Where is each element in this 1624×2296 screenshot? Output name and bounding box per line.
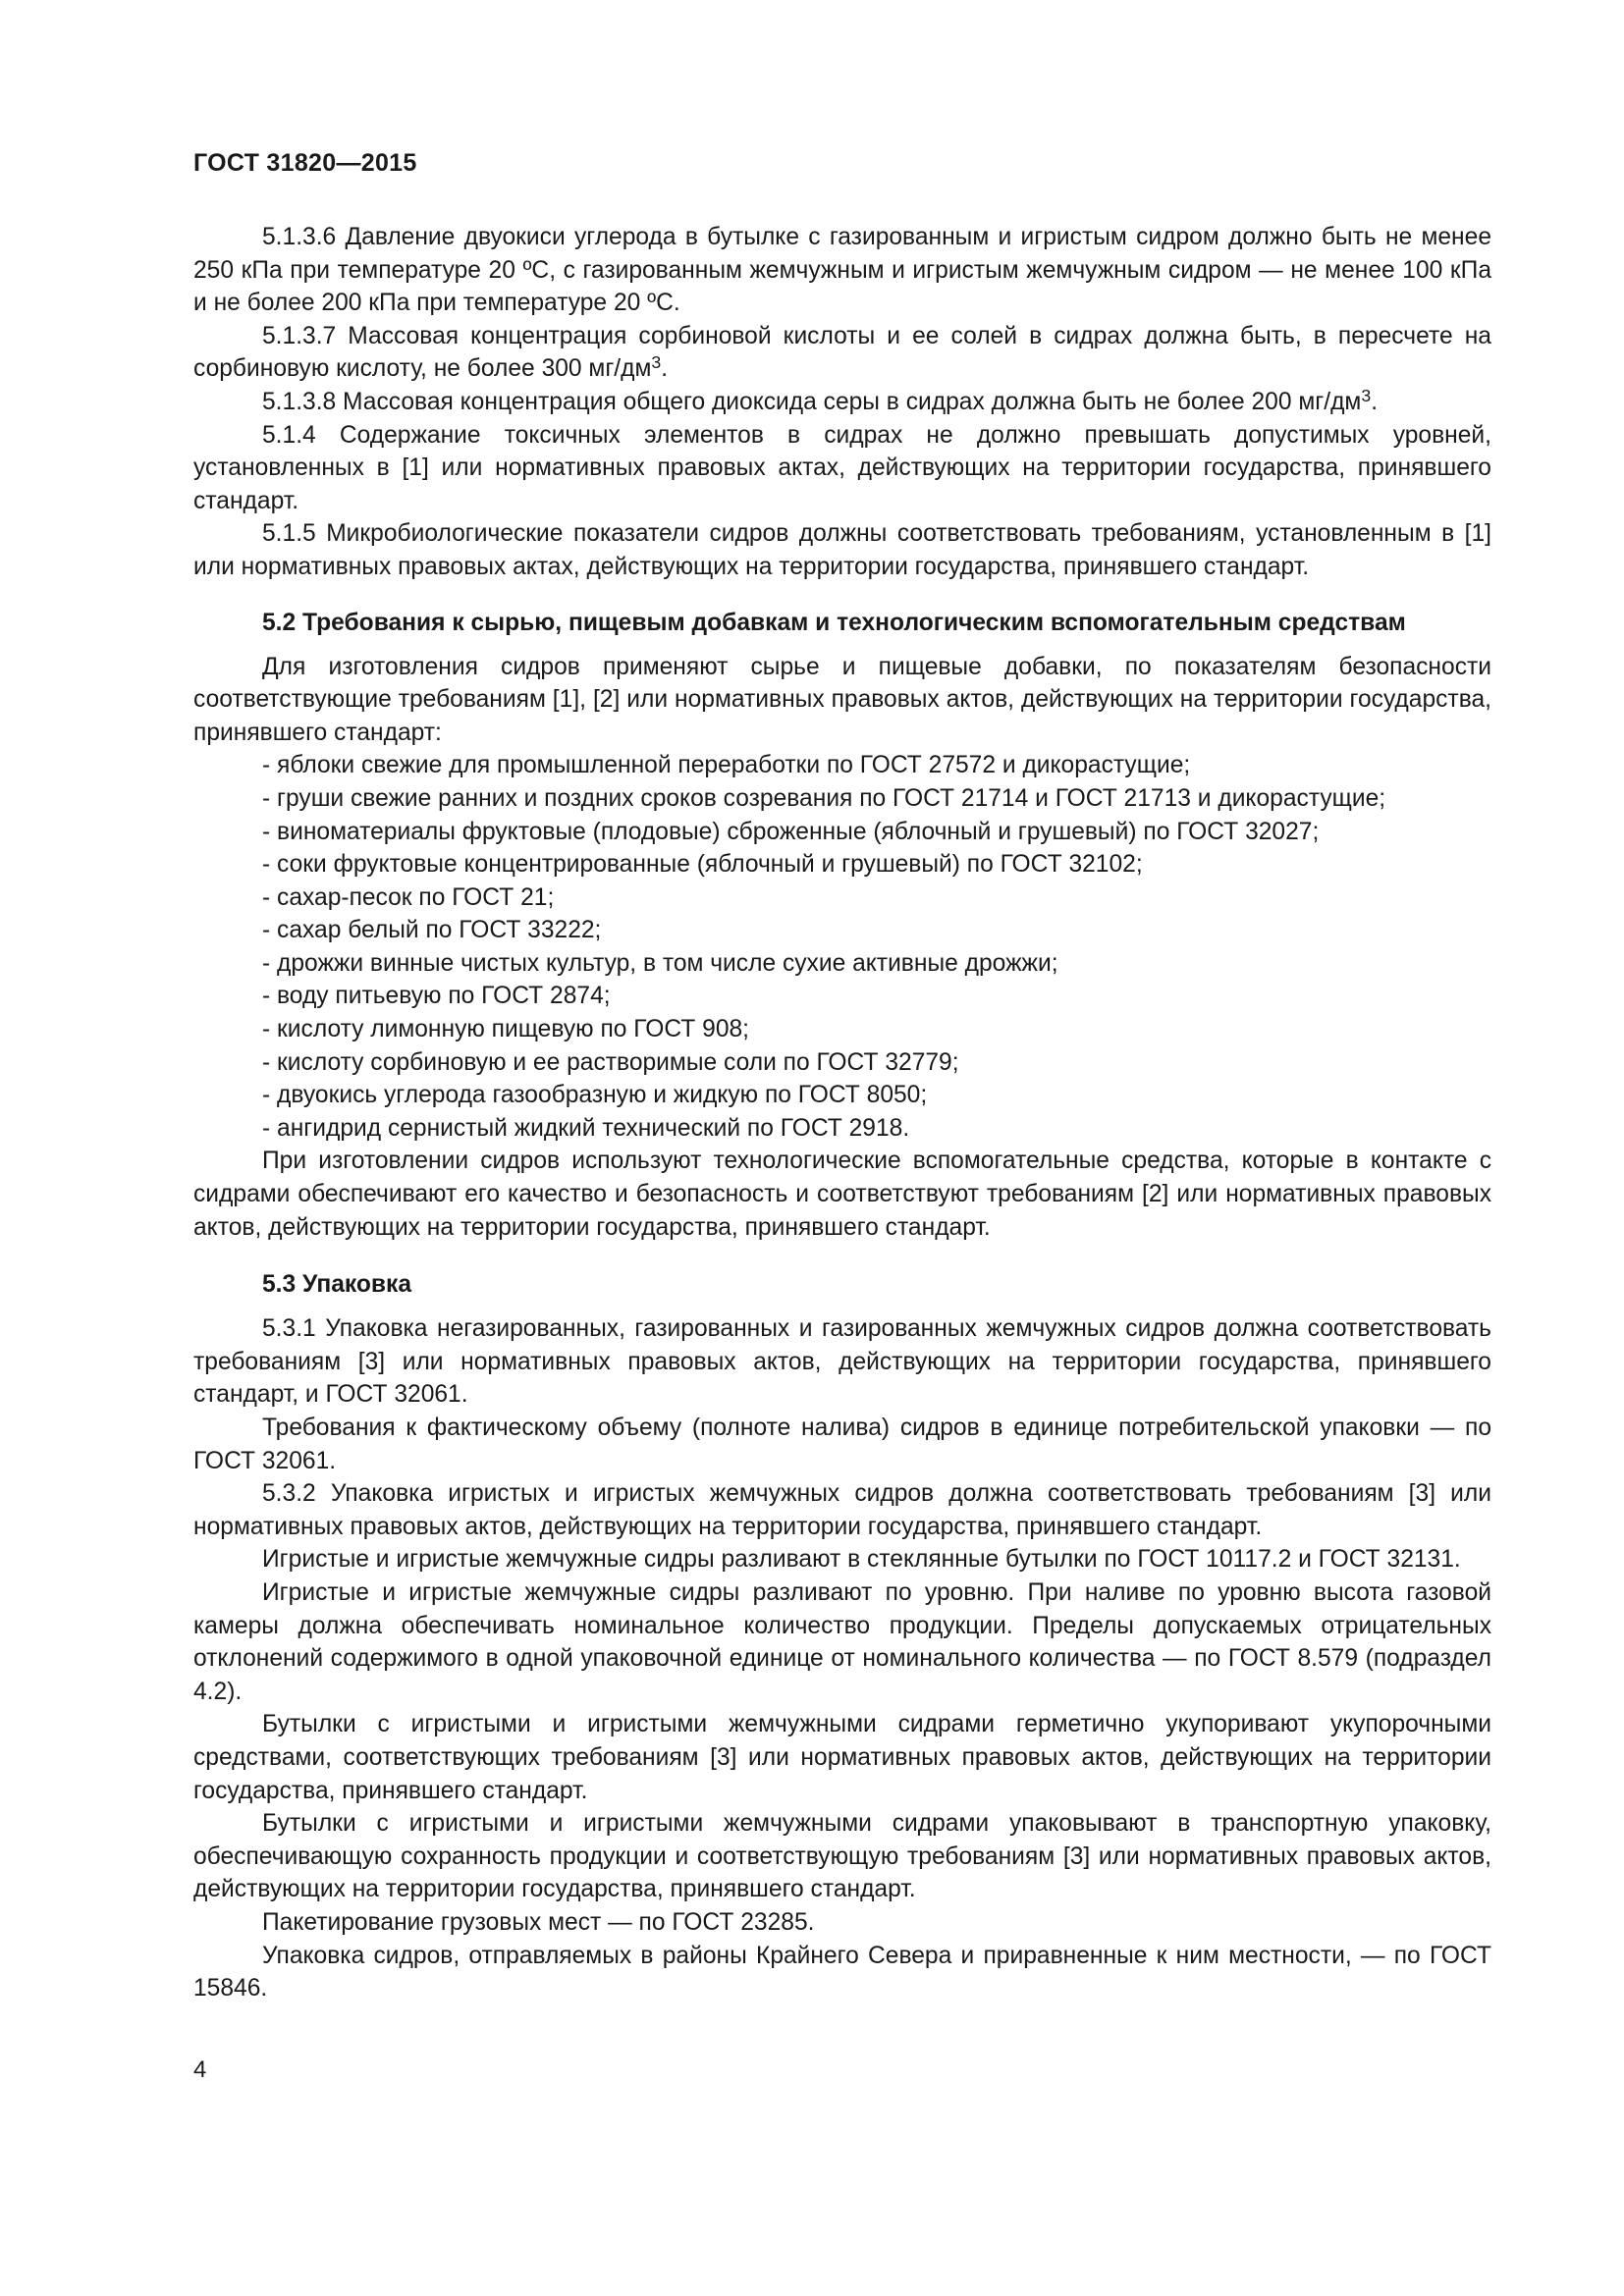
paragraph-tail: .	[1371, 388, 1379, 415]
section-title-5-2: 5.2 Требования к сырью, пищевым добавкам и технологическим вспомогательным средствам	[262, 609, 1406, 636]
list-item: - сахар белый по ГОСТ 33222;	[262, 917, 602, 944]
paragraph-5-3-2: 5.3.2 Упаковка игристых и игристых жемчужных сидров должна соответствовать требованиям [3] или нормативных правовых актов, действующих на территории государства, принявшего стандарт.	[193, 1480, 1491, 1540]
list-item: - груши свежие ранних и поздних сроков созревания по ГОСТ 21714 и ГОСТ 21713 и дикорастущие;	[262, 784, 1386, 812]
list-item: - кислоту лимонную пищевую по ГОСТ 908;	[262, 1016, 750, 1043]
paragraph: Упаковка сидров, отправляемых в районы Крайнего Севера и приравненные к ним местности, — по ГОСТ 15846.	[193, 1942, 1491, 2002]
paragraph-text: 5.1.3.7 Массовая концентрация сорбиновой кислоты и ее солей в сидрах должна быть, в пересчете на сорбиновую кислоту, не более 300 мг/дм	[193, 322, 1491, 383]
paragraph-tail: .	[661, 355, 669, 383]
paragraph-text: 5.1.3.8 Массовая концентрация общего диоксида серы в сидрах должна быть не более 200 мг/дм	[262, 388, 1362, 415]
paragraph-5-1-5: 5.1.5 Микробиологические показатели сидров должны соответствовать требованиям, установленным в [1] или нормативных правовых актах, действующих на территории государства, принявшего стандарт.	[193, 520, 1491, 580]
list-item: - сахар-песок по ГОСТ 21;	[262, 883, 555, 911]
paragraph: Игристые и игристые жемчужные сидры разливают по уровню. При наливе по уровню высота газовой камеры должна обеспечивать номинальное количество продукции. Пределы допускаемых отрицательных отклонений содержимого в одной упаковочной единице от номинального количества — по ГОСТ 8.579 (подраздел 4.2).	[193, 1578, 1491, 1705]
list-item: - дрожжи винные чистых культур, в том числе сухие активные дрожжи;	[262, 949, 1058, 977]
list-item: - виноматериалы фруктовые (плодовые) сброженные (яблочный и грушевый) по ГОСТ 32027;	[262, 818, 1320, 845]
list-item: - соки фруктовые концентрированные (яблочный и грушевый) по ГОСТ 32102;	[262, 851, 1143, 879]
paragraph-5-1-3-8	[193, 386, 1491, 419]
paragraph-5-1-3-6: 5.1.3.6 Давление двуокиси углерода в бутылке с газированным и игристым сидром должно быть не менее 250 кПа при температуре 20 ºС, с газированным жемчужным и игристым жемчужным сидром — не менее 100 кПа и не более 200 кПа при температуре 20 ºС.	[193, 224, 1491, 317]
paragraph: Бутылки с игристыми и игристыми жемчужными сидрами упаковывают в транспортную упаковку, обеспечивающую сохранность продукции и соответствующую требованиям [3] или нормативных правовых актов, действующих на территории государства, принявшего стандарт.	[193, 1810, 1491, 1903]
paragraph: Игристые и игристые жемчужные сидры разливают в стеклянные бутылки по ГОСТ 10117.2 и ГОСТ 32131.	[262, 1546, 1461, 1574]
paragraph: Требования к фактическому объему (полноте налива) сидров в единице потребительской упаковки — по ГОСТ 32061.	[193, 1415, 1491, 1474]
list-item: - кислоту сорбиновую и ее растворимые соли по ГОСТ 32779;	[262, 1048, 959, 1076]
paragraph: Бутылки с игристыми и игристыми жемчужными сидрами герметично укупоривают укупорочными средствами, соответствующих требованиям [3] или нормативных правовых актов, действующих на территории государства, принявшего стандарт.	[193, 1711, 1491, 1804]
paragraph-5-1-3-7	[193, 320, 1491, 386]
paragraph-5-3-1: 5.3.1 Упаковка негазированных, газированных и газированных жемчужных сидров должна соответствовать требованиям [3] или нормативных правовых актов, действующих на территории государства, принявшего стандарт, и ГОСТ 32061.	[193, 1315, 1491, 1409]
list-item: - яблоки свежие для промышленной переработки по ГОСТ 27572 и дикорастущие;	[262, 752, 1191, 779]
section-5-2-intro: Для изготовления сидров применяют сырье и пищевые добавки, по показателям безопасности соответствующие требованиям [1], [2] или нормативных правовых актов, действующих на территории государства, принявшего стандарт:	[193, 653, 1491, 746]
paragraph-5-1-4: 5.1.4 Содержание токсичных элементов в сидрах не должно превышать допустимых уровней, установленных в [1] или нормативных правовых актах, действующих на территории государства, принявшего стандарт.	[193, 421, 1491, 514]
ingredients-list	[193, 749, 1491, 1145]
list-item: - воду питьевую по ГОСТ 2874;	[262, 983, 611, 1010]
superscript: 3	[651, 352, 662, 373]
page-number: 4	[193, 2056, 207, 2083]
document-header: ГОСТ 31820—2015	[193, 149, 417, 177]
document-body	[193, 221, 1491, 2005]
list-item: - двуокись углерода газообразную и жидкую по ГОСТ 8050;	[262, 1082, 928, 1109]
paragraph: Пакетирование грузовых мест — по ГОСТ 23285.	[262, 1908, 815, 1936]
section-5-2-outro: При изготовлении сидров используют технологические вспомогательные средства, которые в контакте с сидрами обеспечивают его качество и безопасность и соответствуют требованиям [2] или нормативных правовых актов, действующих на территории государства, принявшего стандарт.	[193, 1148, 1491, 1241]
section-title-5-3: 5.3 Упаковка	[262, 1271, 412, 1299]
superscript: 3	[1361, 386, 1372, 405]
list-item: - ангидрид сернистый жидкий технический по ГОСТ 2918.	[262, 1114, 910, 1142]
